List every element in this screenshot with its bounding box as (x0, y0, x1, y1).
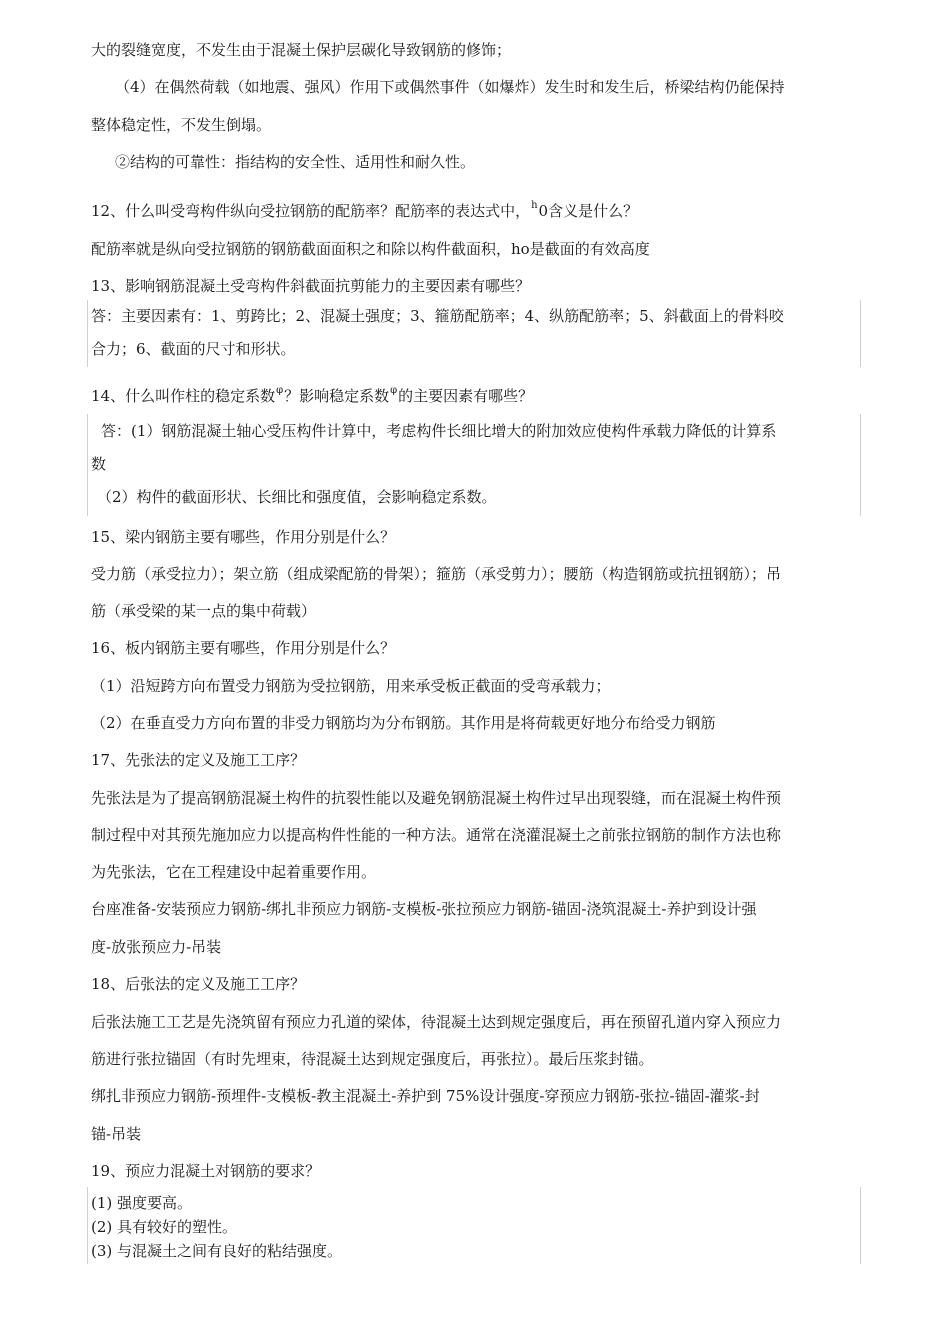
answer-14: （2）构件的截面形状、长细比和强度值，会影响稳定系数。 (97, 488, 497, 506)
question-text: 的主要因素有哪些？ (398, 387, 534, 405)
answer-17: 制过程中对其预先施加应力以提高构件性能的一种方法。通常在浇灌混凝土之前张拉钢筋的制作方法也称 (91, 826, 782, 844)
question-text: 0含义是什么？ (538, 202, 639, 220)
symbol-h: h (531, 200, 538, 211)
answer-17: 台座准备-安装预应力钢筋-绑扎非预应力钢筋-支模板-张拉预应力钢筋-锚固-浇筑混凝土-养护到设计强 (91, 900, 757, 918)
answer-14: 答：(1）钢筋混凝土轴心受压构件计算中，考虑构件长细比增大的附加效应使构件承载力降低的计算系 (101, 422, 777, 440)
answer-19: (2) 具有较好的塑性。 (91, 1218, 238, 1236)
answer-box-border (860, 1187, 861, 1264)
question-13: 13、影响钢筋混凝土受弯构件斜截面抗剪能力的主要因素有哪些？ (91, 277, 531, 295)
answer-15: 筋（承受梁的某一点的集中荷载） (91, 602, 317, 620)
symbol-phi: φ (276, 385, 284, 396)
question-14 (91, 386, 533, 409)
answer-17: 度-放张预应力-吊装 (91, 938, 222, 956)
text-line: ②结构的可靠性：指结构的安全性、适用性和耐久性。 (115, 153, 476, 171)
answer-17: 先张法是为了提高钢筋混凝土构件的抗裂性能以及避免钢筋混凝土构件过早出现裂缝，而在混凝土构件预 (91, 789, 782, 807)
answer-box-border (87, 414, 88, 516)
answer-box-border (87, 1187, 88, 1264)
answer-13: 答：主要因素有：1、剪跨比；2、混凝土强度；3、箍筋配筋率；4、纵筋配筋率；5、斜截面上的骨料咬 (91, 307, 784, 325)
answer-19: (1) 强度要高。 (91, 1194, 193, 1212)
answer-18: 绑扎非预应力钢筋-预埋件-支模板-教主混凝土-养护到 75%设计强度-穿预应力钢筋-张拉-锚固-灌浆-封 (91, 1087, 760, 1105)
answer-18: 锚-吊装 (91, 1125, 142, 1143)
question-17: 17、先张法的定义及施工工序？ (91, 751, 306, 769)
answer-16: （2）在垂直受力方向布置的非受力钢筋均为分布钢筋。其作用是将荷载更好地分布给受力钢筋 (91, 714, 716, 732)
answer-box-border (87, 300, 88, 367)
answer-17: 为先张法，它在工程建设中起着重要作用。 (91, 863, 377, 881)
question-19: 19、预应力混凝土对钢筋的要求？ (91, 1162, 321, 1180)
question-text: 14、什么叫作柱的稳定系数 (91, 387, 276, 405)
question-text: 12、什么叫受弯构件纵向受拉钢筋的配筋率？配筋率的表达式中， (91, 202, 531, 220)
question-18: 18、后张法的定义及施工工序？ (91, 975, 306, 993)
question-15: 15、梁内钢筋主要有哪些，作用分别是什么？ (91, 528, 396, 546)
answer-15: 受力筋（承受拉力）；架立筋（组成梁配筋的骨架）；箍筋（承受剪力）；腰筋（构造钢筋或抗扭钢筋）；吊 (91, 565, 782, 583)
symbol-phi: φ (390, 385, 398, 396)
answer-12: 配筋率就是纵向受拉钢筋的钢筋截面面积之和除以构件截面积，ho是截面的有效高度 (91, 240, 650, 258)
question-12 (91, 201, 638, 224)
answer-18: 筋进行张拉锚固（有时先埋束，待混凝土达到规定强度后，再张拉）。最后压浆封锚。 (91, 1050, 654, 1068)
answer-18: 后张法施工工艺是先浇筑留有预应力孔道的梁体，待混凝土达到规定强度后，再在预留孔道内穿入预应力 (91, 1013, 782, 1031)
text-line: 整体稳定性，不发生倒塌。 (91, 116, 272, 134)
text-line: 大的裂缝宽度，不发生由于混凝土保护层碳化导致钢筋的修饰； (91, 41, 512, 59)
question-text: ？影响稳定系数 (284, 387, 390, 405)
answer-box-border (860, 414, 861, 516)
answer-box-border (860, 300, 861, 367)
answer-16: （1）沿短跨方向布置受力钢筋为受拉钢筋，用来承受板正截面的受弯承载力； (91, 677, 611, 695)
text-line: （4）在偶然荷载（如地震、强风）作用下或偶然事件（如爆炸）发生时和发生后，桥梁结构仍能保持 (115, 78, 785, 96)
answer-19: (3) 与混凝土之间有良好的粘结强度。 (91, 1242, 343, 1260)
question-16: 16、板内钢筋主要有哪些，作用分别是什么？ (91, 639, 396, 657)
answer-14: 数 (91, 455, 107, 473)
answer-13: 合力；6、截面的尺寸和形状。 (91, 340, 296, 358)
